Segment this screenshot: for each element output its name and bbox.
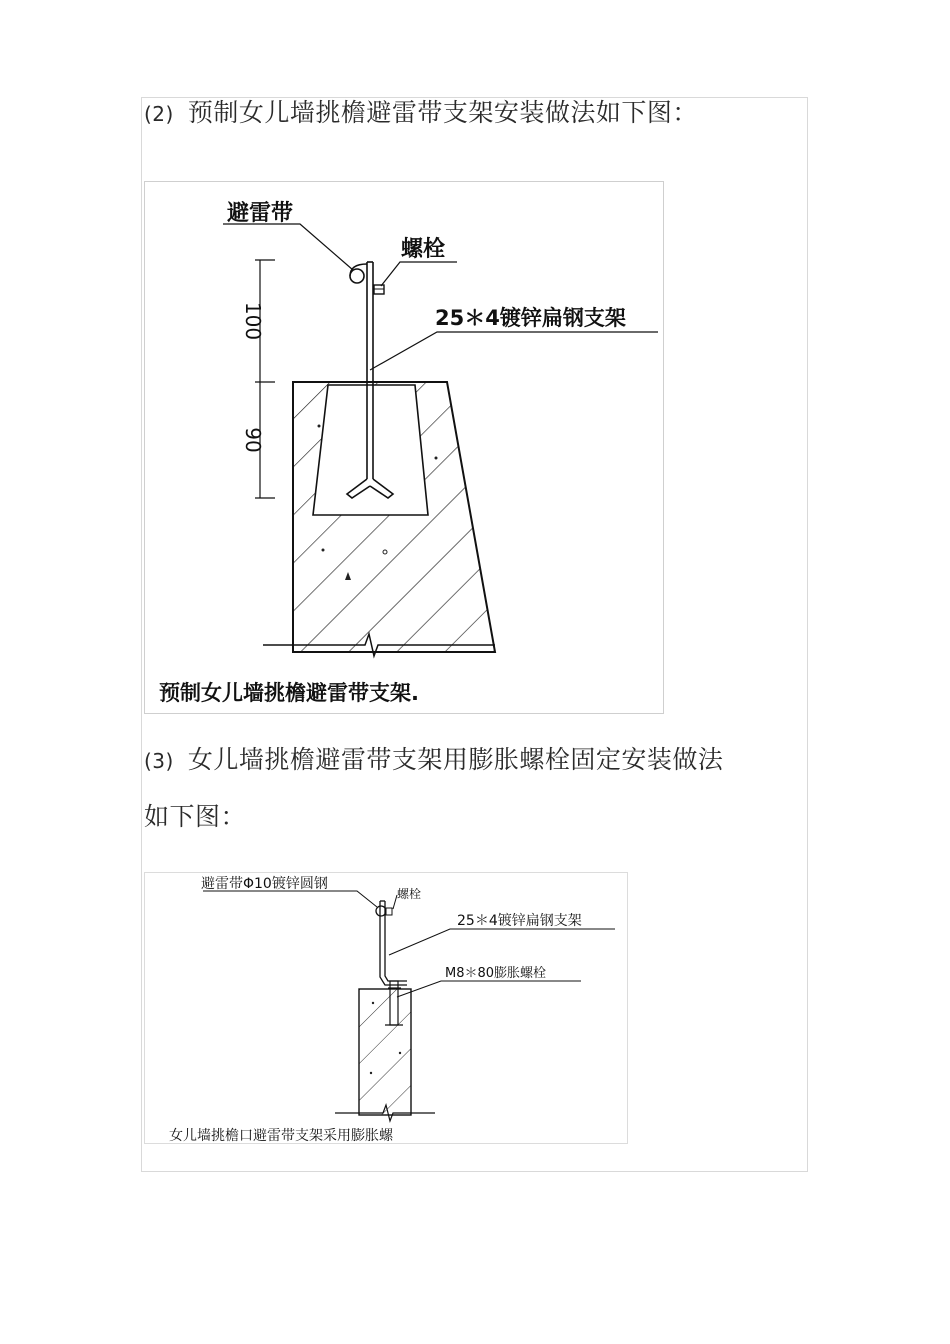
section-3-paragraph xyxy=(144,743,723,778)
bolt-nut xyxy=(374,285,384,294)
section-2-text: 预制女儿墙挑檐避雷带支架安装做法如下图： xyxy=(187,98,698,127)
label-bracket: 25＊4镀锌扁钢支架 xyxy=(435,306,626,330)
concrete-parapet xyxy=(263,382,495,656)
figure-2-drawing xyxy=(145,873,627,1143)
label-lightning-belt: 避雷带Φ10镀锌圆钢 xyxy=(201,876,328,892)
label-lightning-belt: 避雷带 xyxy=(227,201,294,226)
label-bracket: 25＊4镀锌扁钢支架 xyxy=(457,913,582,929)
section-3-paragraph-continued xyxy=(144,800,246,834)
dimension-line xyxy=(255,260,275,498)
leader-lines xyxy=(203,891,615,997)
section-3-line-1: 女儿墙挑檐避雷带支架用膨胀螺栓固定安装做法 xyxy=(187,745,724,774)
figure-expansion-bolt-bracket xyxy=(144,872,628,1144)
figure-2-caption: 女儿墙挑檐口避雷带支架采用膨胀螺 xyxy=(169,1128,393,1143)
flat-steel-bracket xyxy=(380,901,407,985)
lightning-belt-loop xyxy=(350,264,367,283)
bolt-nut xyxy=(386,908,392,915)
concrete-parapet xyxy=(335,989,435,1121)
figure-1-caption: 预制女儿墙挑檐避雷带支架. xyxy=(159,681,419,705)
section-3-number: (3) xyxy=(144,749,174,773)
dimension-lower: 90 xyxy=(241,427,265,453)
figure-1-drawing xyxy=(145,182,663,713)
section-2-paragraph xyxy=(144,96,698,131)
figure-precast-parapet-bracket xyxy=(144,181,664,714)
label-bolt: 螺栓 xyxy=(401,237,446,262)
label-expansion-bolt: M8＊80膨胀螺栓 xyxy=(445,966,547,981)
section-2-number: (2) xyxy=(144,102,174,126)
dimension-upper: 100 xyxy=(241,301,265,341)
section-3-line-2: 如下图： xyxy=(144,802,247,831)
label-bolt: 螺栓 xyxy=(397,887,422,901)
